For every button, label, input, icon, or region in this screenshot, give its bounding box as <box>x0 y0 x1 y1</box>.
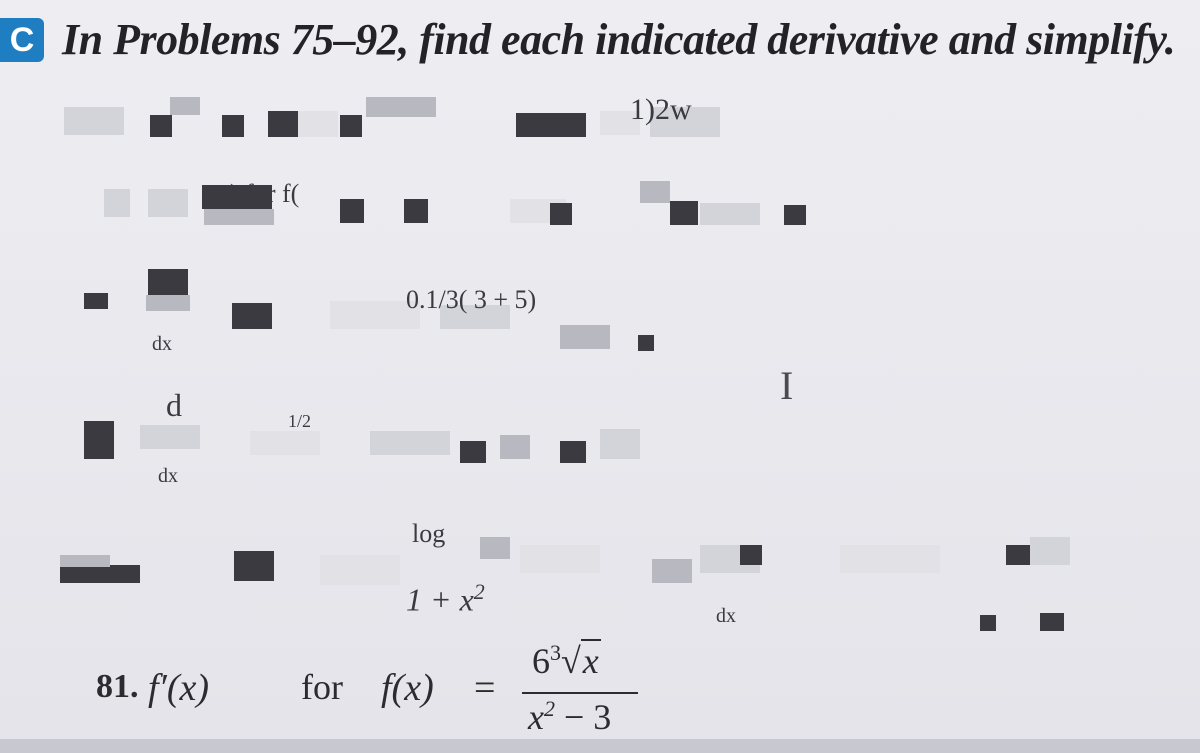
sqrt-icon: √ <box>561 641 581 681</box>
fraction-denominator: $x^2 - 3$ <box>528 696 612 737</box>
pixel-block <box>520 545 600 573</box>
obscured-fragment: $1 + x^2$ <box>406 579 485 618</box>
pixel-block <box>150 115 172 137</box>
pixel-block <box>500 435 530 459</box>
pixel-block <box>784 205 806 225</box>
pixel-block <box>340 199 364 223</box>
pixel-block <box>560 441 586 463</box>
section-badge: C <box>0 18 44 62</box>
pixel-block <box>404 199 428 223</box>
pixel-block <box>60 565 140 583</box>
pixel-block <box>1040 613 1064 631</box>
text-cursor-icon: I <box>780 363 794 408</box>
pixel-block <box>516 113 586 137</box>
pixel-block <box>60 555 110 567</box>
pixel-block <box>840 545 940 573</box>
pixel-block <box>740 545 762 565</box>
obscured-fragment: ) for f( <box>230 179 300 208</box>
obscured-region <box>40 85 1200 645</box>
pixel-block <box>84 293 108 309</box>
equals-sign: = <box>474 667 496 709</box>
pixel-block <box>600 429 640 459</box>
obscured-fragment: log <box>412 519 446 548</box>
pixel-block <box>560 325 610 349</box>
pixel-block <box>146 295 190 311</box>
pixel-block <box>980 615 996 631</box>
pixel-block <box>700 203 760 225</box>
pixel-block <box>232 303 272 329</box>
obscured-fragment: d <box>166 387 182 423</box>
pixel-block <box>340 115 362 137</box>
pixel-block <box>234 551 274 581</box>
problem-number: 81. <box>96 668 139 705</box>
obscured-fragment: 0.1/3( 3 + 5) <box>406 285 537 314</box>
pixel-block <box>550 203 572 225</box>
pixel-block <box>670 201 698 225</box>
pixel-block <box>104 189 130 217</box>
obscured-fragment: dx <box>158 465 178 487</box>
obscured-fragment: 1)2w <box>630 93 692 126</box>
pixel-block <box>1030 537 1070 565</box>
instructions-heading: In Problems 75–92, find each indicated derivative and simplify. <box>62 15 1176 64</box>
for-word: for <box>301 667 343 707</box>
pixel-block <box>370 431 450 455</box>
pixel-block <box>366 97 436 117</box>
pixel-block <box>148 269 188 295</box>
derivative-notation: f′(x) <box>148 667 210 709</box>
pixel-block <box>480 537 510 559</box>
pixel-block <box>320 555 400 585</box>
pixel-block <box>268 111 298 137</box>
fraction-numerator: $6^3√x$ <box>532 640 599 681</box>
obscured-fragment: dx <box>716 605 736 627</box>
pixel-block <box>298 111 338 137</box>
pixel-block <box>250 431 320 455</box>
page-bottom-edge <box>0 739 1200 753</box>
obscured-fragment: 1/2 <box>288 411 312 431</box>
pixel-block <box>460 441 486 463</box>
function-notation: f(x) <box>381 667 434 709</box>
pixel-block <box>84 421 114 459</box>
pixel-block <box>1006 545 1030 565</box>
pixel-block <box>640 181 670 203</box>
pixel-block <box>140 425 200 449</box>
pixel-block <box>170 97 200 115</box>
pixel-block <box>64 107 124 135</box>
fraction-bar <box>522 692 638 694</box>
pixel-block <box>204 209 274 225</box>
pixel-block <box>652 559 692 583</box>
pixel-block <box>222 115 244 137</box>
problem-81 <box>96 640 696 740</box>
pixel-block <box>148 189 188 217</box>
obscured-fragment: dx <box>152 333 172 355</box>
pixel-block <box>638 335 654 351</box>
